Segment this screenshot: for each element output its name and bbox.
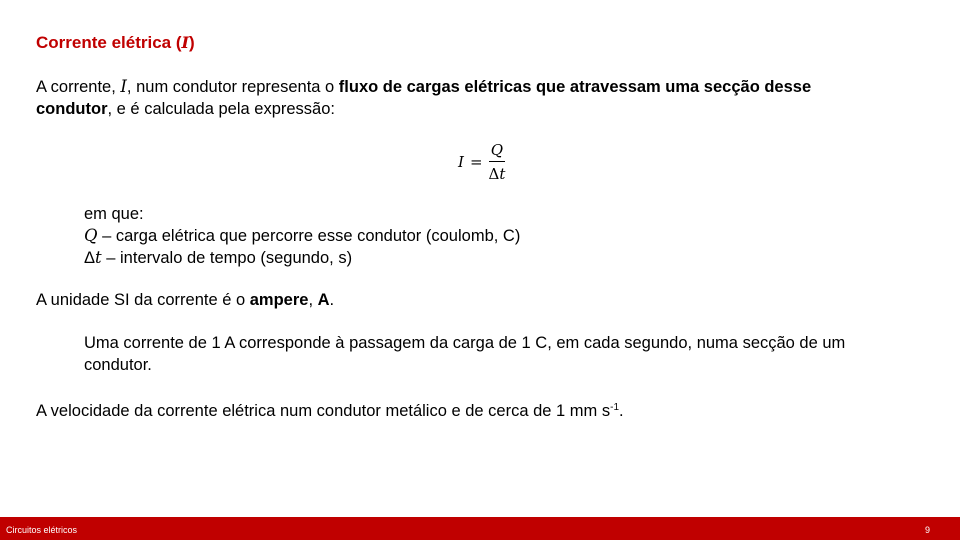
equation-lhs: I — [458, 153, 464, 171]
definition-dt: Δt – intervalo de tempo (segundo, s) — [84, 248, 353, 267]
si-unit-paragraph: A unidade SI da corrente é o ampere, A. — [36, 291, 335, 309]
intro-bold-text-2: condutor — [36, 100, 108, 118]
equation-fraction — [489, 141, 506, 183]
equation-equals: = — [469, 153, 483, 171]
page-number: 9 — [924, 525, 930, 535]
title-symbol: I — [181, 33, 189, 52]
slide-title — [36, 33, 195, 53]
footer-title: Circuitos elétricos — [6, 525, 78, 535]
current-equation — [458, 141, 505, 183]
title-text: Corrente elétrica ( — [36, 33, 182, 52]
intro-bold-text: fluxo de cargas elétricas que atravessam uma secção desse — [338, 78, 812, 96]
definitions-list — [84, 203, 520, 269]
definitions-heading: em que: — [84, 205, 144, 223]
intro-paragraph: A corrente, I, num condutor representa o fluxo de cargas elétricas que atravessam uma secção desse condutor, e é calculada pela expressão: — [36, 77, 812, 118]
ampere-note: Uma corrente de 1 A corresponde à passagem da carga de 1 C, em cada segundo, numa secção de um condutor. — [84, 334, 846, 374]
title-close: ) — [188, 33, 195, 52]
footer-bar — [0, 517, 960, 540]
equation-numerator: Q — [489, 141, 505, 162]
velocity-paragraph: A velocidade da corrente elétrica num condutor metálico e de cerca de 1 mm $s^{-1}$. — [36, 402, 624, 420]
unit-name: ampere — [249, 291, 309, 309]
equation-denominator: Δt — [488, 165, 506, 183]
unit-symbol: A — [317, 291, 330, 309]
current-symbol: I — [120, 77, 127, 96]
definition-q: Q – carga elétrica que percorre esse condutor (coulomb, C) — [84, 226, 521, 245]
velocity-exponent: -1 — [610, 402, 620, 413]
